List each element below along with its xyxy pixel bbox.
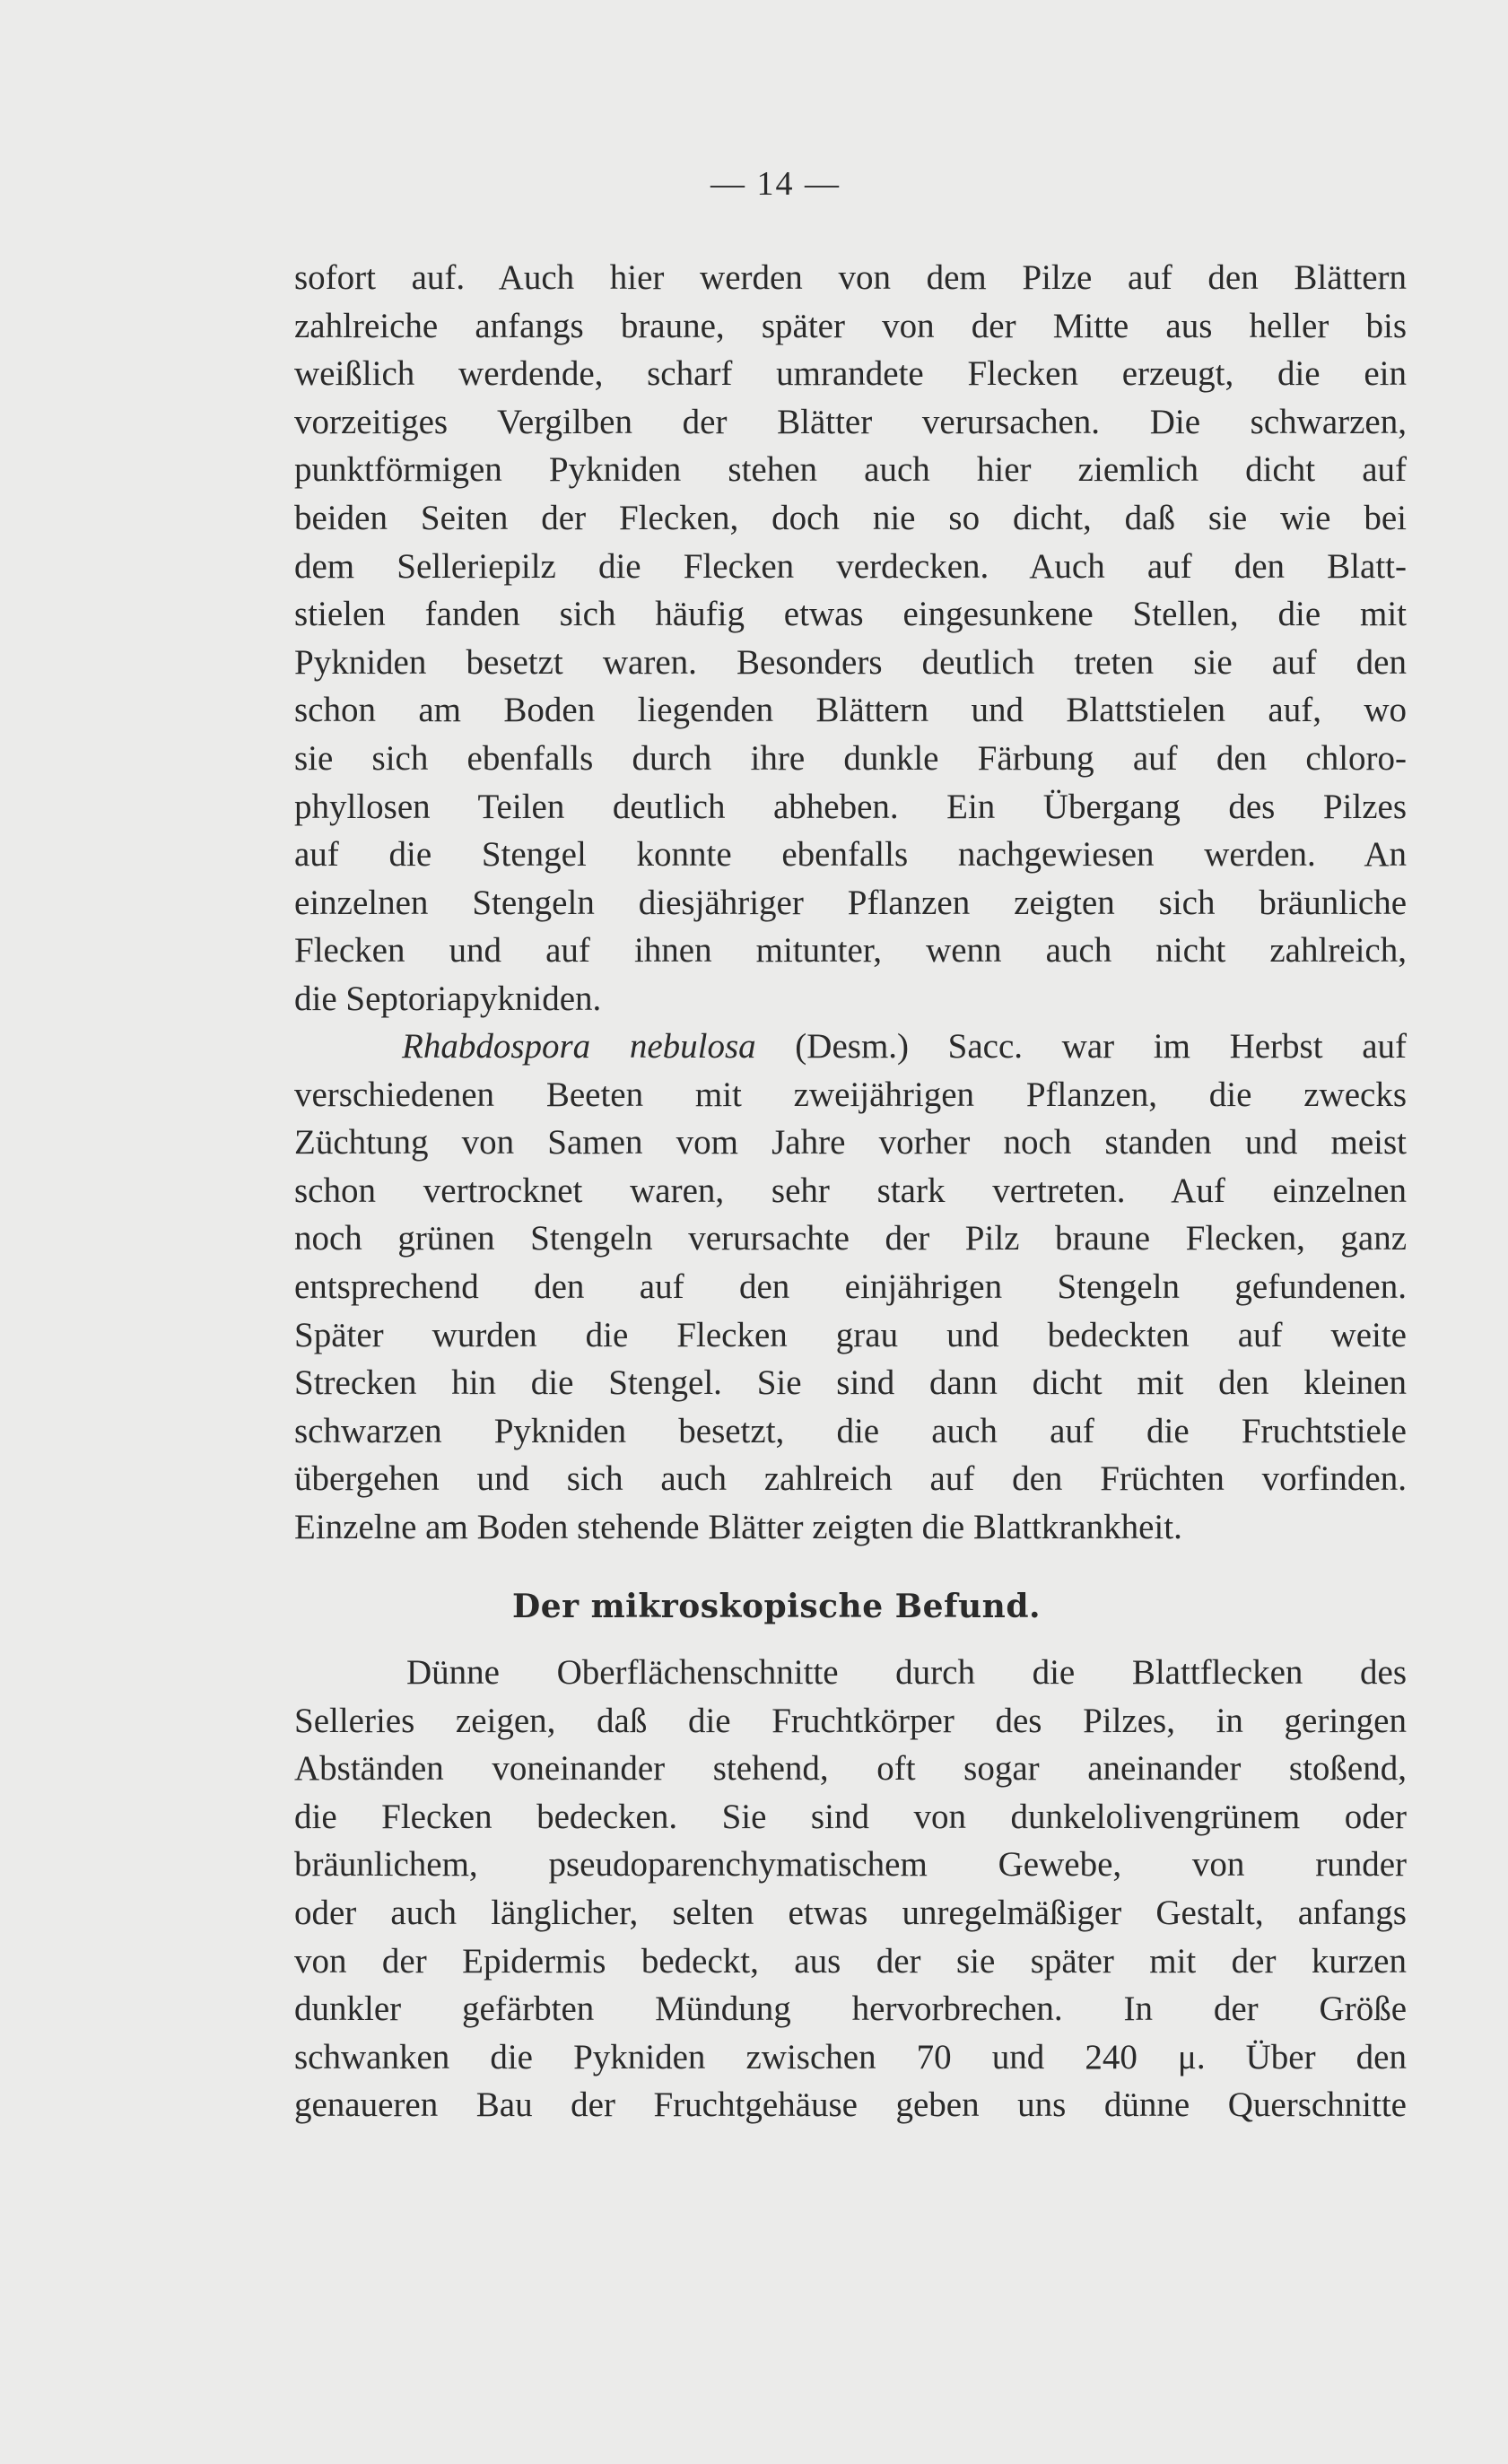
text-line: weißlich werdende, scharf umrandete Flecken erzeugt, die ein bbox=[294, 354, 1407, 394]
text-line: dem Selleriepilz die Flecken verdecken. Auch auf den Blatt- bbox=[294, 546, 1407, 586]
text-line: Abständen voneinander stehend, oft sogar aneinander stoßend, bbox=[294, 1749, 1407, 1789]
text-line: Strecken hin die Stengel. Sie sind dann dicht mit den kleinen bbox=[294, 1363, 1407, 1403]
text-line: zahlreiche anfangs braune, später von der Mitte aus heller bis bbox=[294, 306, 1407, 345]
paragraph-microscopic bbox=[294, 1649, 1407, 2129]
text-line: oder auch länglicher, selten etwas unregelmäßiger Gestalt, anfangs bbox=[294, 1893, 1407, 1932]
section-heading: Der mikroskopische Befund. bbox=[511, 1588, 1042, 1625]
text-line: schon am Boden liegenden Blättern und Blattstielen auf, wo bbox=[294, 691, 1407, 730]
text-line: schwarzen Pykniden besetzt, die auch auf die Fruchtstiele bbox=[294, 1411, 1407, 1450]
text-line: Züchtung von Samen vom Jahre vorher noch standen und meist bbox=[294, 1123, 1407, 1162]
paragraph-septoria bbox=[294, 254, 1407, 1023]
text-line: von der Epidermis bedeckt, aus der sie später mit der kurzen bbox=[294, 1941, 1407, 1981]
text-line: entsprechend den auf den einjährigen Stengeln gefundenen. bbox=[294, 1267, 1407, 1306]
text-line: die Flecken bedecken. Sie sind von dunkelolivengrünem oder bbox=[294, 1797, 1407, 1836]
text-line: schon vertrocknet waren, sehr stark vertreten. Auf einzelnen bbox=[294, 1171, 1407, 1210]
text-line: dunkler gefärbten Mündung hervorbrechen. In der Größe bbox=[294, 1989, 1407, 2029]
text-line: Selleries zeigen, daß die Fruchtkörper des Pilzes, in geringen bbox=[294, 1701, 1407, 1740]
text-line: noch grünen Stengeln verursachte der Pilz braune Flecken, ganz bbox=[294, 1219, 1407, 1258]
text-line: beiden Seiten der Flecken, doch nie so dicht, daß sie wie bei bbox=[294, 498, 1407, 537]
text-line: Einzelne am Boden stehende Blätter zeigten die Blattkrankheit. bbox=[294, 1507, 1182, 1546]
text-line: verschiedenen Beeten mit zweijährigen Pflanzen, die zwecks bbox=[294, 1075, 1407, 1114]
text-line: übergehen und sich auch zahlreich auf den Früchten vorfinden. bbox=[294, 1459, 1407, 1499]
text-line: bräunlichem, pseudoparenchymatischem Gewebe, von runder bbox=[294, 1845, 1407, 1885]
text-line: die Septoriapykniden. bbox=[294, 979, 602, 1018]
text-line: punktförmigen Pykniden stehen auch hier ziemlich dicht auf bbox=[294, 450, 1407, 490]
paragraph-rhabdospora bbox=[294, 1023, 1407, 1552]
page-number: — 14 — bbox=[710, 165, 841, 203]
text-line: Flecken und auf ihnen mitunter, wenn auch nicht zahlreich, bbox=[294, 931, 1407, 971]
text-line: auf die Stengel konnte ebenfalls nachgewiesen werden. An bbox=[294, 835, 1407, 875]
text-line: phyllosen Teilen deutlich abheben. Ein Übergang des Pilzes bbox=[294, 787, 1407, 826]
text-line bbox=[294, 1023, 1407, 1071]
text-line-rest: (Desm.) Sacc. war im Herbst auf bbox=[755, 1027, 1408, 1066]
text-line: stielen fanden sich häufig etwas eingesunkene Stellen, die mit bbox=[294, 595, 1407, 634]
text-line: sie sich ebenfalls durch ihre dunkle Färbung auf den chloro- bbox=[294, 738, 1407, 778]
text-line: vorzeitiges Vergilben der Blätter verursachen. Die schwarzen, bbox=[294, 402, 1407, 441]
text-line: sofort auf. Auch hier werden von dem Pilze auf den Blättern bbox=[294, 258, 1407, 297]
text-line: Später wurden die Flecken grau und bedeckten auf weite bbox=[294, 1315, 1407, 1354]
text-line: Dünne Oberflächenschnitte durch die Blattflecken des bbox=[406, 1653, 1407, 1692]
text-line: genaueren Bau der Fruchtgehäuse geben uns dünne Querschnitte bbox=[294, 2085, 1407, 2125]
text-line: einzelnen Stengeln diesjähriger Pflanzen zeigten sich bräunliche bbox=[294, 883, 1407, 922]
species-name: Rhabdospora nebulosa bbox=[402, 1027, 756, 1066]
text-line: schwanken die Pykniden zwischen 70 und 240 μ. Über den bbox=[294, 2037, 1407, 2077]
text-line: Pykniden besetzt waren. Besonders deutlich treten sie auf den bbox=[294, 642, 1407, 682]
